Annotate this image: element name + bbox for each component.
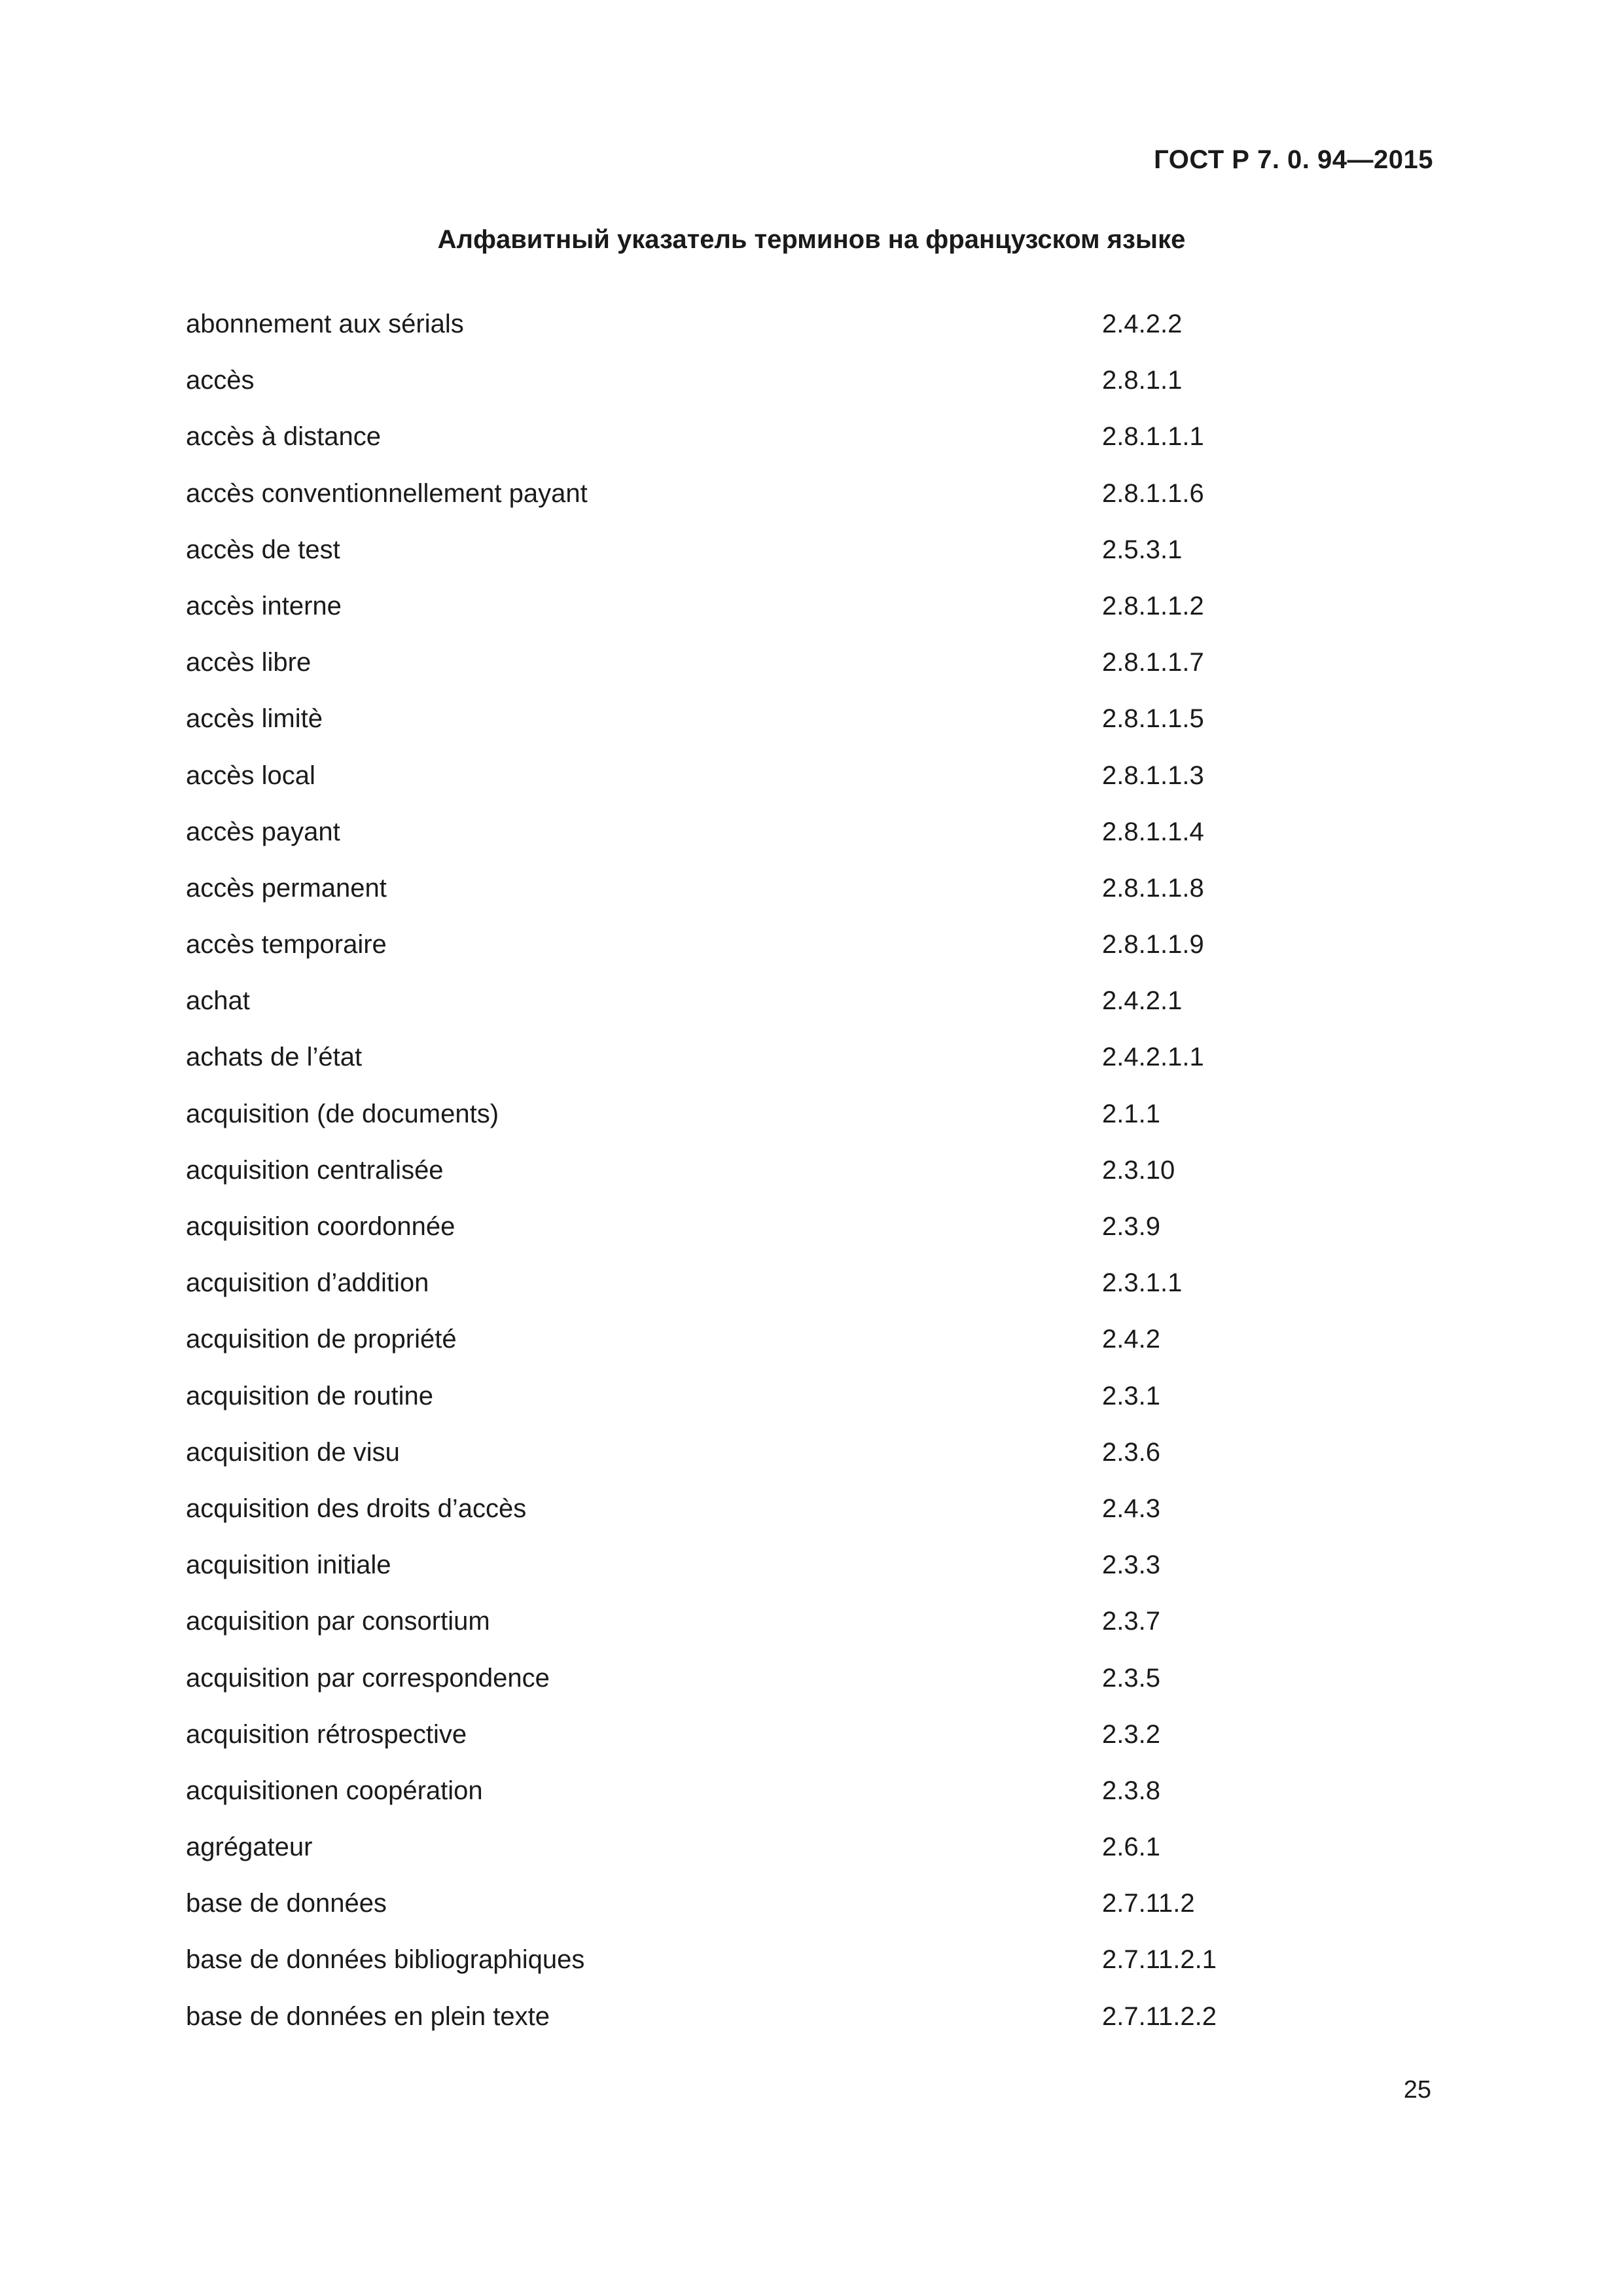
index-reference-number: 2.3.1 <box>1102 1381 1160 1410</box>
index-reference-number: 2.3.8 <box>1102 1776 1160 1805</box>
index-entry <box>186 1154 1429 1210</box>
index-entry <box>186 1943 1429 2000</box>
index-entry <box>186 1718 1429 1774</box>
index-term: achat <box>186 986 250 1016</box>
index-term: acquisition de propriété <box>186 1325 457 1354</box>
index-entry <box>186 702 1429 759</box>
index-term: agrégateur <box>186 1833 313 1862</box>
index-term: acquisition de visu <box>186 1437 400 1467</box>
index-entry <box>186 477 1429 533</box>
index-reference-number: 2.3.6 <box>1102 1437 1160 1467</box>
index-reference-number: 2.3.5 <box>1102 1663 1160 1693</box>
index-entry <box>186 1380 1429 1436</box>
index-entry <box>186 1323 1429 1379</box>
index-entry <box>186 420 1429 476</box>
index-term: acquisition initiale <box>186 1551 391 1580</box>
index-entry <box>186 1266 1429 1323</box>
index-entry <box>186 1492 1429 1549</box>
index-term: acquisition des droits d’accès <box>186 1494 527 1523</box>
index-entry <box>186 984 1429 1041</box>
index-term: acquisition coordonnée <box>186 1212 455 1241</box>
index-entry <box>186 1887 1429 1943</box>
index-reference-number: 2.8.1.1.5 <box>1102 704 1204 734</box>
index-term: acquisitionen coopération <box>186 1776 483 1805</box>
index-reference-number: 2.8.1.1.8 <box>1102 873 1204 903</box>
index-term: accès permanent <box>186 873 387 903</box>
index-term: base de données en plein texte <box>186 2001 550 2031</box>
index-reference-number: 2.4.2 <box>1102 1325 1160 1354</box>
index-reference-number: 2.1.1 <box>1102 1099 1160 1128</box>
index-term: accès <box>186 366 255 395</box>
index-reference-number: 2.8.1.1.4 <box>1102 817 1204 846</box>
index-entry <box>186 1605 1429 1661</box>
index-entry <box>186 1662 1429 1718</box>
index-term: accès payant <box>186 817 340 846</box>
index-entry <box>186 1098 1429 1154</box>
index-term: accès temporaire <box>186 930 387 960</box>
term-index-list <box>186 308 1429 2056</box>
index-term: abonnement aux sérials <box>186 310 464 338</box>
index-term: acquisition par consortium <box>186 1607 490 1636</box>
index-term: acquisition (de documents) <box>186 1099 499 1128</box>
index-entry <box>186 364 1429 420</box>
index-entry <box>186 1210 1429 1266</box>
index-reference-number: 2.8.1.1.2 <box>1102 591 1204 620</box>
index-reference-number: 2.3.1.1 <box>1102 1268 1183 1298</box>
index-reference-number: 2.8.1.1.6 <box>1102 478 1204 508</box>
index-entry <box>186 759 1429 816</box>
index-term: accès à distance <box>186 422 381 452</box>
index-entry <box>186 1774 1429 1831</box>
index-term: achats de l’état <box>186 1043 363 1072</box>
index-entry <box>186 646 1429 702</box>
index-reference-number: 2.8.1.1.7 <box>1102 648 1204 677</box>
index-reference-number: 2.7.11.2.1 <box>1102 1945 1217 1975</box>
index-reference-number: 2.4.2.2 <box>1102 310 1183 338</box>
index-entry <box>186 816 1429 872</box>
index-reference-number: 2.4.2.1.1 <box>1102 1043 1204 1072</box>
index-entry <box>186 1549 1429 1605</box>
index-term: acquisition par correspondence <box>186 1663 550 1693</box>
index-term: base de données bibliographiques <box>186 1945 585 1975</box>
index-reference-number: 2.8.1.1.1 <box>1102 422 1204 452</box>
index-term: base de données <box>186 1889 387 1918</box>
index-reference-number: 2.8.1.1 <box>1102 366 1183 395</box>
index-reference-number: 2.3.10 <box>1102 1155 1175 1185</box>
index-entry <box>186 872 1429 928</box>
index-term: accès de test <box>186 535 340 564</box>
index-term: accès libre <box>186 648 312 677</box>
index-reference-number: 2.4.2.1 <box>1102 986 1183 1016</box>
index-term: acquisition centralisée <box>186 1155 444 1185</box>
index-entry <box>186 590 1429 646</box>
index-term: accès interne <box>186 591 342 620</box>
index-term: accès conventionnellement payant <box>186 478 588 508</box>
index-term: acquisition d’addition <box>186 1268 429 1298</box>
index-reference-number: 2.6.1 <box>1102 1833 1160 1862</box>
document-code: ГОСТ Р 7. 0. 94—2015 <box>1154 145 1433 174</box>
index-entry <box>186 1436 1429 1492</box>
index-reference-number: 2.4.3 <box>1102 1494 1160 1523</box>
index-term: acquisition de routine <box>186 1381 434 1410</box>
index-reference-number: 2.3.2 <box>1102 1719 1160 1749</box>
index-reference-number: 2.8.1.1.9 <box>1102 930 1204 960</box>
index-entry <box>186 2000 1429 2056</box>
index-entry <box>186 533 1429 590</box>
index-reference-number: 2.7.11.2.2 <box>1102 2001 1217 2031</box>
page-number: 25 <box>1403 2076 1431 2104</box>
index-entry <box>186 1041 1429 1097</box>
index-reference-number: 2.7.11.2 <box>1102 1889 1195 1918</box>
index-term: accès local <box>186 761 315 790</box>
index-term: accès limitè <box>186 704 323 734</box>
index-reference-number: 2.5.3.1 <box>1102 535 1183 564</box>
index-reference-number: 2.8.1.1.3 <box>1102 761 1204 790</box>
index-reference-number: 2.3.9 <box>1102 1212 1160 1241</box>
index-reference-number: 2.3.7 <box>1102 1607 1160 1636</box>
index-reference-number: 2.3.3 <box>1102 1551 1160 1580</box>
index-entry <box>186 1831 1429 1887</box>
index-entry <box>186 308 1429 364</box>
index-term: acquisition rétrospective <box>186 1719 467 1749</box>
index-entry <box>186 928 1429 984</box>
page-title: Алфавитный указатель терминов на французском языке <box>437 225 1186 254</box>
